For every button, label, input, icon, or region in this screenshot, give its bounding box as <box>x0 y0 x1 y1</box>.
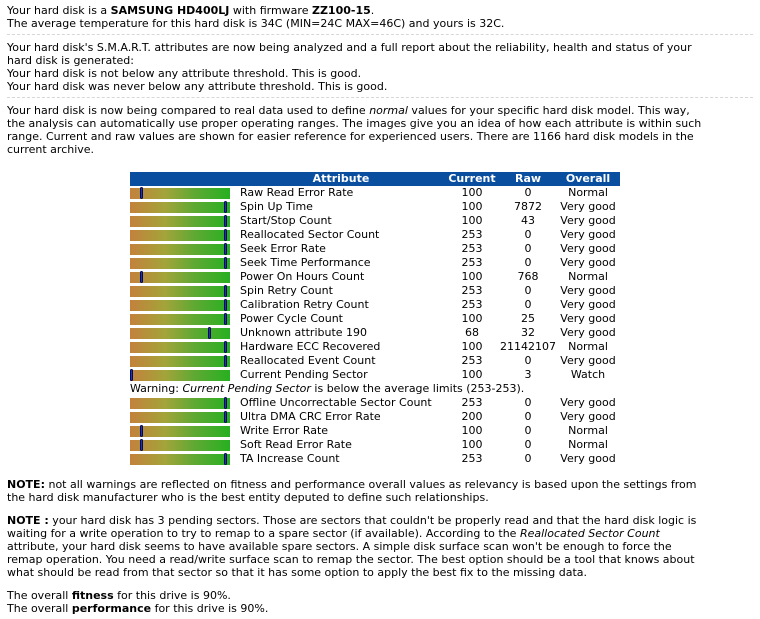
rating-marker <box>224 285 227 297</box>
attribute-name: Spin Up Time <box>240 200 313 213</box>
current-value: 100 <box>461 438 483 451</box>
attribute-name: Write Error Rate <box>240 424 329 437</box>
rating-bar-cell <box>130 298 238 312</box>
note-line <box>7 527 753 540</box>
table-row <box>130 396 620 410</box>
overall-rating: Very good <box>560 354 616 367</box>
table-row <box>130 186 620 200</box>
rating-bar-cell <box>130 368 238 382</box>
current-value: 100 <box>461 214 483 227</box>
note-line: the hard disk manufacturer who is the best entity deputed to define such relationships. <box>7 491 489 504</box>
compare-section <box>7 104 753 160</box>
raw-value: 25 <box>521 312 535 325</box>
rating-bar-cell <box>130 256 238 270</box>
smart-attributes-table <box>130 172 620 466</box>
table-row <box>130 438 620 452</box>
overall-rating: Normal <box>568 424 608 437</box>
table-row <box>130 340 620 354</box>
attribute-name: Spin Retry Count <box>240 284 333 297</box>
note-line: remap operation. You need a read/write surface scan to remap the sector. The best option should be a tool that knows about <box>7 553 695 566</box>
raw-value: 21142107 <box>500 340 556 353</box>
rating-marker <box>140 425 143 437</box>
rating-bar <box>130 328 230 339</box>
rating-marker <box>130 369 133 381</box>
attribute-name: Raw Read Error Rate <box>240 186 354 199</box>
raw-value: 0 <box>524 298 532 311</box>
attribute-name: Seek Error Rate <box>240 242 326 255</box>
table-row <box>130 214 620 228</box>
overall-rating: Very good <box>560 214 616 227</box>
performance-line <box>7 602 753 615</box>
summary-text: The overall <box>7 589 72 602</box>
rating-bar-cell <box>130 270 238 284</box>
attribute-name: Reallocated Sector Count <box>240 228 380 241</box>
rating-bar-cell <box>130 214 238 228</box>
current-header: Current <box>444 172 500 186</box>
attribute-name: Offline Uncorrectable Sector Count <box>240 396 432 409</box>
rating-bar <box>130 188 230 199</box>
current-value: 100 <box>461 270 483 283</box>
table-row <box>130 424 620 438</box>
rating-bar-cell <box>130 438 238 452</box>
warning-body <box>130 382 620 396</box>
smart-text-line: hard disk is generated: <box>7 54 134 67</box>
raw-value: 32 <box>521 326 535 339</box>
overall-rating: Very good <box>560 410 616 423</box>
attribute-name: Hardware ECC Recovered <box>240 340 381 353</box>
warning-message <box>130 382 620 396</box>
summary-text: The overall <box>7 602 72 615</box>
intro-text: Your hard disk is a <box>7 4 111 17</box>
rating-marker <box>224 215 227 227</box>
warning-text: is below the average limits (253-253). <box>310 382 525 395</box>
threshold-history-line: Your hard disk was never below any attribute threshold. This is good. <box>7 80 388 93</box>
overall-rating: Normal <box>568 186 608 199</box>
rating-bar-cell <box>130 228 238 242</box>
smart-section <box>7 41 753 98</box>
attribute-name: Reallocated Event Count <box>240 354 376 367</box>
rating-bar <box>130 426 230 437</box>
rating-bar-cell <box>130 424 238 438</box>
note-pending-sectors <box>7 514 753 583</box>
overall-rating: Very good <box>560 298 616 311</box>
current-value: 100 <box>461 368 483 381</box>
intro-text: with firmware <box>229 4 312 17</box>
attribute-name: TA Increase Count <box>240 452 340 465</box>
rating-bar-cell <box>130 452 238 466</box>
current-value: 200 <box>461 410 483 423</box>
compare-text: values for your specific hard disk model. This way, <box>407 104 690 117</box>
raw-value: 0 <box>524 256 532 269</box>
summary-text: for this drive is 90%. <box>151 602 269 615</box>
rating-marker <box>208 327 211 339</box>
table-row <box>130 284 620 298</box>
attribute-name: Power Cycle Count <box>240 312 343 325</box>
rating-bar-cell <box>130 284 238 298</box>
compare-text-line: range. Current and raw values are shown for easier reference for experienced users. There are 1166 hard disk models in the <box>7 130 694 143</box>
rating-bar <box>130 258 230 269</box>
raw-value: 0 <box>524 396 532 409</box>
overall-header: Overall <box>556 172 620 186</box>
current-value: 253 <box>461 396 483 409</box>
rating-bar-cell <box>130 200 238 214</box>
attribute-name: Power On Hours Count <box>240 270 365 283</box>
overall-rating: Very good <box>560 284 616 297</box>
note-text: waiting for a write operation to try to remap to a spare sector (if available). According to the <box>7 527 520 540</box>
attribute-name: Current Pending Sector <box>240 368 368 381</box>
threshold-status-line: Your hard disk is not below any attribute threshold. This is good. <box>7 67 362 80</box>
current-value: 253 <box>461 228 483 241</box>
rating-bar <box>130 314 230 325</box>
rating-bar-cell <box>130 312 238 326</box>
rating-bar <box>130 272 230 283</box>
rating-bar <box>130 286 230 297</box>
rating-bar <box>130 230 230 241</box>
table-row <box>130 270 620 284</box>
rating-bar <box>130 202 230 213</box>
note-label: NOTE : <box>7 514 49 527</box>
rating-bar <box>130 244 230 255</box>
rating-bar <box>130 412 230 423</box>
raw-value: 3 <box>524 368 532 381</box>
rating-marker <box>140 187 143 199</box>
overall-rating: Very good <box>560 312 616 325</box>
rating-bar <box>130 398 230 409</box>
note-text: not all warnings are reflected on fitness and performance overall values as relevancy is based upon the settings from <box>44 478 697 491</box>
table-header-row <box>130 172 620 186</box>
raw-value: 0 <box>524 424 532 437</box>
rating-bar <box>130 356 230 367</box>
raw-value: 0 <box>524 438 532 451</box>
bar-header <box>130 172 238 186</box>
table-row <box>130 326 620 340</box>
rating-bar <box>130 216 230 227</box>
rating-bar-cell <box>130 354 238 368</box>
rating-marker <box>140 271 143 283</box>
rating-bar-cell <box>130 326 238 340</box>
table-row <box>130 242 620 256</box>
fitness-label: fitness <box>71 589 114 602</box>
raw-value: 0 <box>524 186 532 199</box>
current-value: 253 <box>461 256 483 269</box>
raw-value: 0 <box>524 410 532 423</box>
overall-rating: Very good <box>560 228 616 241</box>
current-value: 100 <box>461 312 483 325</box>
rating-marker <box>224 257 227 269</box>
temperature-line: The average temperature for this hard disk is 34C (MIN=24C MAX=46C) and yours is 32C. <box>7 17 505 30</box>
rating-marker <box>224 313 227 325</box>
overall-rating: Normal <box>568 270 608 283</box>
table-row <box>130 452 620 466</box>
note-line: what should be read from that sector so that it has some option to apply the best fix to the missing data. <box>7 566 588 579</box>
note-label: NOTE: <box>7 478 45 491</box>
performance-label: performance <box>71 602 152 615</box>
note-line <box>7 514 753 527</box>
attribute-name: Start/Stop Count <box>240 214 332 227</box>
rating-marker <box>224 341 227 353</box>
compare-text-line: current archive. <box>7 143 95 156</box>
note-line: attribute, your hard disk seems to have available spare sectors. A simple disk surface scan won't be enough to force the <box>7 540 672 553</box>
drive-model: SAMSUNG HD400LJ <box>110 4 230 17</box>
current-value: 68 <box>465 326 479 339</box>
compare-text: Your hard disk is now being compared to real data used to define <box>7 104 370 117</box>
overall-rating: Very good <box>560 326 616 339</box>
rating-marker <box>224 397 227 409</box>
smart-text-line: Your hard disk's S.M.A.R.T. attributes are now being analyzed and a full report about the reliability, health and status of your <box>7 41 692 54</box>
attribute-rows <box>130 186 620 382</box>
rating-bar-cell <box>130 410 238 424</box>
note-text: your hard disk has 3 pending sectors. Those are sectors that couldn't be properly read and that the hard disk logic is <box>48 514 697 527</box>
table-row <box>130 312 620 326</box>
attribute-header: Attribute <box>238 172 444 186</box>
intro-text: . <box>370 4 375 17</box>
overall-rating: Very good <box>560 256 616 269</box>
note-line <box>7 478 753 491</box>
current-value: 100 <box>461 200 483 213</box>
attribute-name: Seek Time Performance <box>240 256 371 269</box>
current-value: 253 <box>461 354 483 367</box>
current-value: 100 <box>461 340 483 353</box>
attribute-name: Ultra DMA CRC Error Rate <box>240 410 381 423</box>
rating-marker <box>224 201 227 213</box>
rating-marker <box>140 439 143 451</box>
rating-marker <box>224 299 227 311</box>
current-value: 253 <box>461 242 483 255</box>
current-value: 253 <box>461 284 483 297</box>
raw-value: 7872 <box>514 200 542 213</box>
rating-bar-cell <box>130 242 238 256</box>
overall-rating: Normal <box>568 340 608 353</box>
summary-text: for this drive is 90%. <box>113 589 231 602</box>
rating-bar <box>130 454 230 465</box>
overall-rating: Very good <box>560 200 616 213</box>
warning-attribute: Current Pending Sector <box>182 382 311 395</box>
rating-bar-cell <box>130 186 238 200</box>
rating-marker <box>224 243 227 255</box>
current-value: 253 <box>461 298 483 311</box>
raw-value: 0 <box>524 228 532 241</box>
raw-value: 0 <box>524 452 532 465</box>
rating-marker <box>224 411 227 423</box>
note-emphasis: Reallocated Sector Count <box>519 527 660 540</box>
table-row <box>130 298 620 312</box>
warning-row <box>130 382 620 396</box>
overall-rating: Normal <box>568 438 608 451</box>
current-value: 100 <box>461 424 483 437</box>
table-row <box>130 256 620 270</box>
current-value: 100 <box>461 186 483 199</box>
compare-emphasis: normal <box>369 104 408 117</box>
rating-marker <box>224 229 227 241</box>
table-row <box>130 200 620 214</box>
table-row <box>130 354 620 368</box>
table-row <box>130 368 620 382</box>
raw-value: 0 <box>524 284 532 297</box>
compare-text-line: the analysis can automatically use proper operating ranges. The images give you an idea of how each attribute is within such <box>7 117 702 130</box>
intro-section <box>7 4 753 35</box>
table-row <box>130 410 620 424</box>
overall-rating: Very good <box>560 242 616 255</box>
rating-bar-cell <box>130 340 238 354</box>
attribute-rows <box>130 396 620 466</box>
overall-rating: Watch <box>570 368 606 381</box>
firmware-version: ZZ100-15 <box>311 4 371 17</box>
rating-bar <box>130 370 230 381</box>
rating-bar-cell <box>130 396 238 410</box>
compare-text-line <box>7 104 753 117</box>
rating-marker <box>224 355 227 367</box>
raw-value: 43 <box>521 214 535 227</box>
overall-rating: Very good <box>560 452 616 465</box>
rating-marker <box>224 453 227 465</box>
rating-bar <box>130 342 230 353</box>
table-row <box>130 228 620 242</box>
rating-bar <box>130 440 230 451</box>
raw-value: 768 <box>517 270 539 283</box>
note-relevancy <box>7 478 753 508</box>
current-value: 253 <box>461 452 483 465</box>
rating-bar <box>130 300 230 311</box>
raw-value: 0 <box>524 354 532 367</box>
intro-model-line <box>7 4 753 17</box>
attribute-name: Calibration Retry Count <box>240 298 369 311</box>
raw-value: 0 <box>524 242 532 255</box>
raw-header: Raw <box>500 172 556 186</box>
warning-text: Warning: <box>130 382 183 395</box>
overall-rating: Very good <box>560 396 616 409</box>
attribute-name: Soft Read Error Rate <box>240 438 352 451</box>
fitness-line <box>7 589 753 602</box>
attribute-name: Unknown attribute 190 <box>240 326 368 339</box>
